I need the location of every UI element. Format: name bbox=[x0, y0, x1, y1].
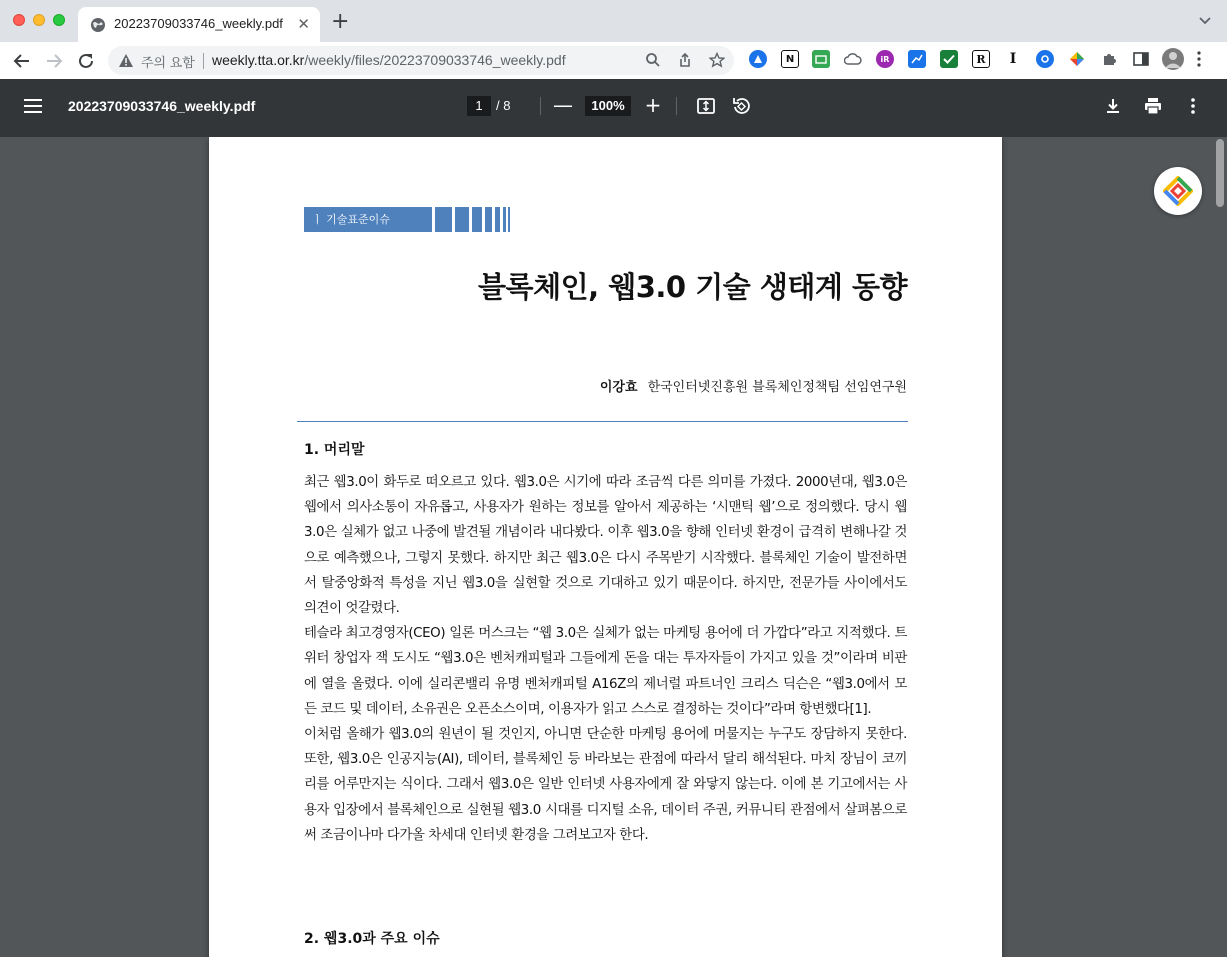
share-icon[interactable] bbox=[677, 52, 693, 68]
paragraph: 이처럼 올해가 웹3.0의 원년이 될 것인지, 아니면 단순한 마케팅 용어에 머물지는 누구도 장담하지 못한다. 또한, 웹3.0은 인공지능(AI), 데이터, 블록체인 등 바라보는 관점에 따라서 달리 해석된다. 마치 장님이 코끼리를 어루만지는 식이다. 그래서 웹3.0은 일반 인터넷 사용자에게 잘 와닿지 않는다. 이에 본 기고에서는 사용자 입장에서 블록체인으로 실현될 웹3.0 시대를 디지털 소유, 데이터 주권, 커뮤니티 관점에서 살펴봄으로써 조금이나마 다가올 차세대 인터넷 환경을 그려보고자 한다. bbox=[304, 727, 907, 843]
badge-stripe bbox=[485, 207, 492, 232]
maximize-window-button[interactable] bbox=[53, 14, 65, 26]
extension-chart-icon[interactable] bbox=[908, 50, 926, 68]
minimize-window-button[interactable] bbox=[33, 14, 45, 26]
extension-purple-icon[interactable]: iR bbox=[876, 50, 894, 68]
badge-stripe bbox=[495, 207, 500, 232]
notion-icon[interactable]: N bbox=[781, 50, 799, 68]
url-path: /weekly/files/20223709033746_weekly.pdf bbox=[304, 52, 566, 68]
zoom-out-button[interactable]: — bbox=[553, 93, 573, 117]
back-arrow-icon bbox=[13, 52, 31, 70]
extension-green-icon[interactable] bbox=[812, 50, 830, 68]
zoom-level-input[interactable]: 100% bbox=[585, 96, 631, 116]
fit-to-page-icon[interactable] bbox=[696, 96, 716, 116]
browser-menu-icon[interactable] bbox=[1190, 50, 1208, 68]
extension-blue-icon[interactable] bbox=[749, 50, 767, 68]
badge-stripe bbox=[435, 207, 452, 232]
search-icon[interactable] bbox=[645, 52, 661, 68]
extension-r-icon[interactable]: R bbox=[972, 50, 990, 68]
address-bar[interactable] bbox=[108, 46, 734, 75]
extension-diamond-icon[interactable] bbox=[1068, 50, 1086, 68]
hamburger-menu-icon[interactable] bbox=[24, 98, 42, 114]
tab-title: 20223709033746_weekly.pdf bbox=[114, 16, 283, 31]
omnibox-divider bbox=[203, 53, 204, 69]
author-affiliation: 한국인터넷진흥원 블록체인정책팀 선임연구원 bbox=[647, 380, 907, 395]
print-icon[interactable] bbox=[1143, 96, 1163, 116]
forward-arrow-icon bbox=[45, 52, 63, 70]
browser-tab[interactable] bbox=[78, 7, 320, 42]
security-label[interactable]: 주의 요함 bbox=[141, 55, 195, 70]
zoom-in-button[interactable]: + bbox=[644, 93, 662, 117]
extension-g-icon[interactable] bbox=[1036, 50, 1054, 68]
badge-stripe bbox=[455, 207, 469, 232]
tab-strip bbox=[0, 0, 1227, 42]
reload-button[interactable] bbox=[74, 49, 98, 73]
badge-stripe bbox=[472, 207, 482, 232]
extension-i-icon[interactable]: I bbox=[1009, 51, 1017, 67]
toolbar-divider bbox=[540, 97, 541, 115]
scrollbar-thumb[interactable] bbox=[1216, 139, 1224, 207]
diamond-logo-icon bbox=[1163, 176, 1193, 206]
document-title: 블록체인, 웹3.0 기술 생태계 동향 bbox=[478, 270, 907, 304]
badge-stripe bbox=[503, 207, 506, 232]
rotate-icon[interactable] bbox=[731, 96, 751, 116]
category-label: ㅣ 기술표준이슈 bbox=[304, 207, 432, 232]
bookmark-star-icon[interactable] bbox=[709, 52, 725, 68]
author-line bbox=[600, 376, 907, 395]
profile-avatar[interactable] bbox=[1162, 48, 1184, 70]
globe-icon bbox=[90, 17, 106, 33]
pdf-viewport[interactable] bbox=[0, 137, 1227, 957]
url-host: weekly.tta.or.kr bbox=[212, 52, 305, 68]
section-heading: 2. 웹3.0과 주요 이슈 bbox=[304, 931, 440, 947]
side-panel-icon[interactable] bbox=[1132, 50, 1150, 68]
paragraph: 테슬라 최고경영자(CEO) 일론 머스크는 “웹 3.0은 실체가 없는 마케팅 용어에 더 가깝다”라고 지적했다. 트위터 창업자 잭 도시도 “웹3.0은 벤처캐피털과 그들에게 돈을 대는 투자자들이 가지고 있을 것”이라며 비판에 열을 올렸다. 이에 실리콘밸리 유명 벤처캐피털 A16Z의 제너럴 파트너인 크리스 딕슨은 “웹3.0에서 모든 코드 및 데이터, 소유권은 오픈소스이며, 이용자가 읽고 스스로 결정하는 것이다”라며 항변했다[1]. bbox=[304, 626, 907, 717]
toolbar-divider bbox=[676, 97, 677, 115]
floating-extension-button[interactable] bbox=[1154, 167, 1202, 215]
download-icon[interactable] bbox=[1103, 96, 1123, 116]
paragraph: 최근 웹3.0이 화두로 떠오르고 있다. 웹3.0은 시기에 따라 조금씩 다른 의미를 가졌다. 2000년대, 웹3.0은 웹에서 의사소통이 자유롭고, 사용자가 원하는 정보를 알아서 제공하는 ‘시맨틱 웹’으로 정의했다. 당시 웹3.0은 실체가 없고 나중에 발견될 개념이라 내다봤다. 이후 웹3.0을 향해 인터넷 환경이 급격히 변해나갈 것으로 예측했으나, 그렇지 못했다. 하지만 최근 웹3.0은 다시 주목받기 시작했다. 블록체인 기술이 발전하면서 탈중앙화적 특성을 지닌 웹3.0을 실현할 것으로 기대하고 있기 때문이다. 하지만, 전문가들 사이에서도 의견이 엇갈렸다. bbox=[304, 475, 907, 617]
section-body bbox=[304, 470, 907, 848]
url-text[interactable] bbox=[212, 52, 566, 68]
warning-icon[interactable] bbox=[118, 53, 134, 68]
pdf-page bbox=[209, 137, 1002, 957]
page-number-input[interactable]: 1 bbox=[467, 96, 491, 116]
page-total: / 8 bbox=[496, 98, 511, 113]
author-name: 이강효 bbox=[599, 380, 638, 395]
browser-toolbar bbox=[0, 42, 1227, 80]
checkmark-icon[interactable] bbox=[940, 50, 958, 68]
pdf-title: 20223709033746_weekly.pdf bbox=[68, 98, 256, 114]
back-button[interactable] bbox=[10, 49, 34, 73]
more-options-icon[interactable] bbox=[1183, 96, 1203, 116]
extensions-puzzle-icon[interactable] bbox=[1100, 50, 1118, 68]
forward-button[interactable] bbox=[42, 49, 66, 73]
pdf-toolbar bbox=[0, 79, 1227, 137]
cloud-icon[interactable] bbox=[844, 50, 862, 68]
close-window-button[interactable] bbox=[13, 14, 25, 26]
badge-stripe bbox=[508, 207, 510, 232]
new-tab-button[interactable]: + bbox=[331, 9, 350, 34]
tab-search-icon[interactable] bbox=[1199, 13, 1211, 29]
header-divider bbox=[297, 421, 908, 422]
scrollbar[interactable] bbox=[1212, 137, 1227, 957]
close-tab-icon[interactable]: ✕ bbox=[297, 15, 310, 33]
reload-icon bbox=[77, 52, 95, 70]
section-heading: 1. 머리말 bbox=[304, 442, 365, 458]
